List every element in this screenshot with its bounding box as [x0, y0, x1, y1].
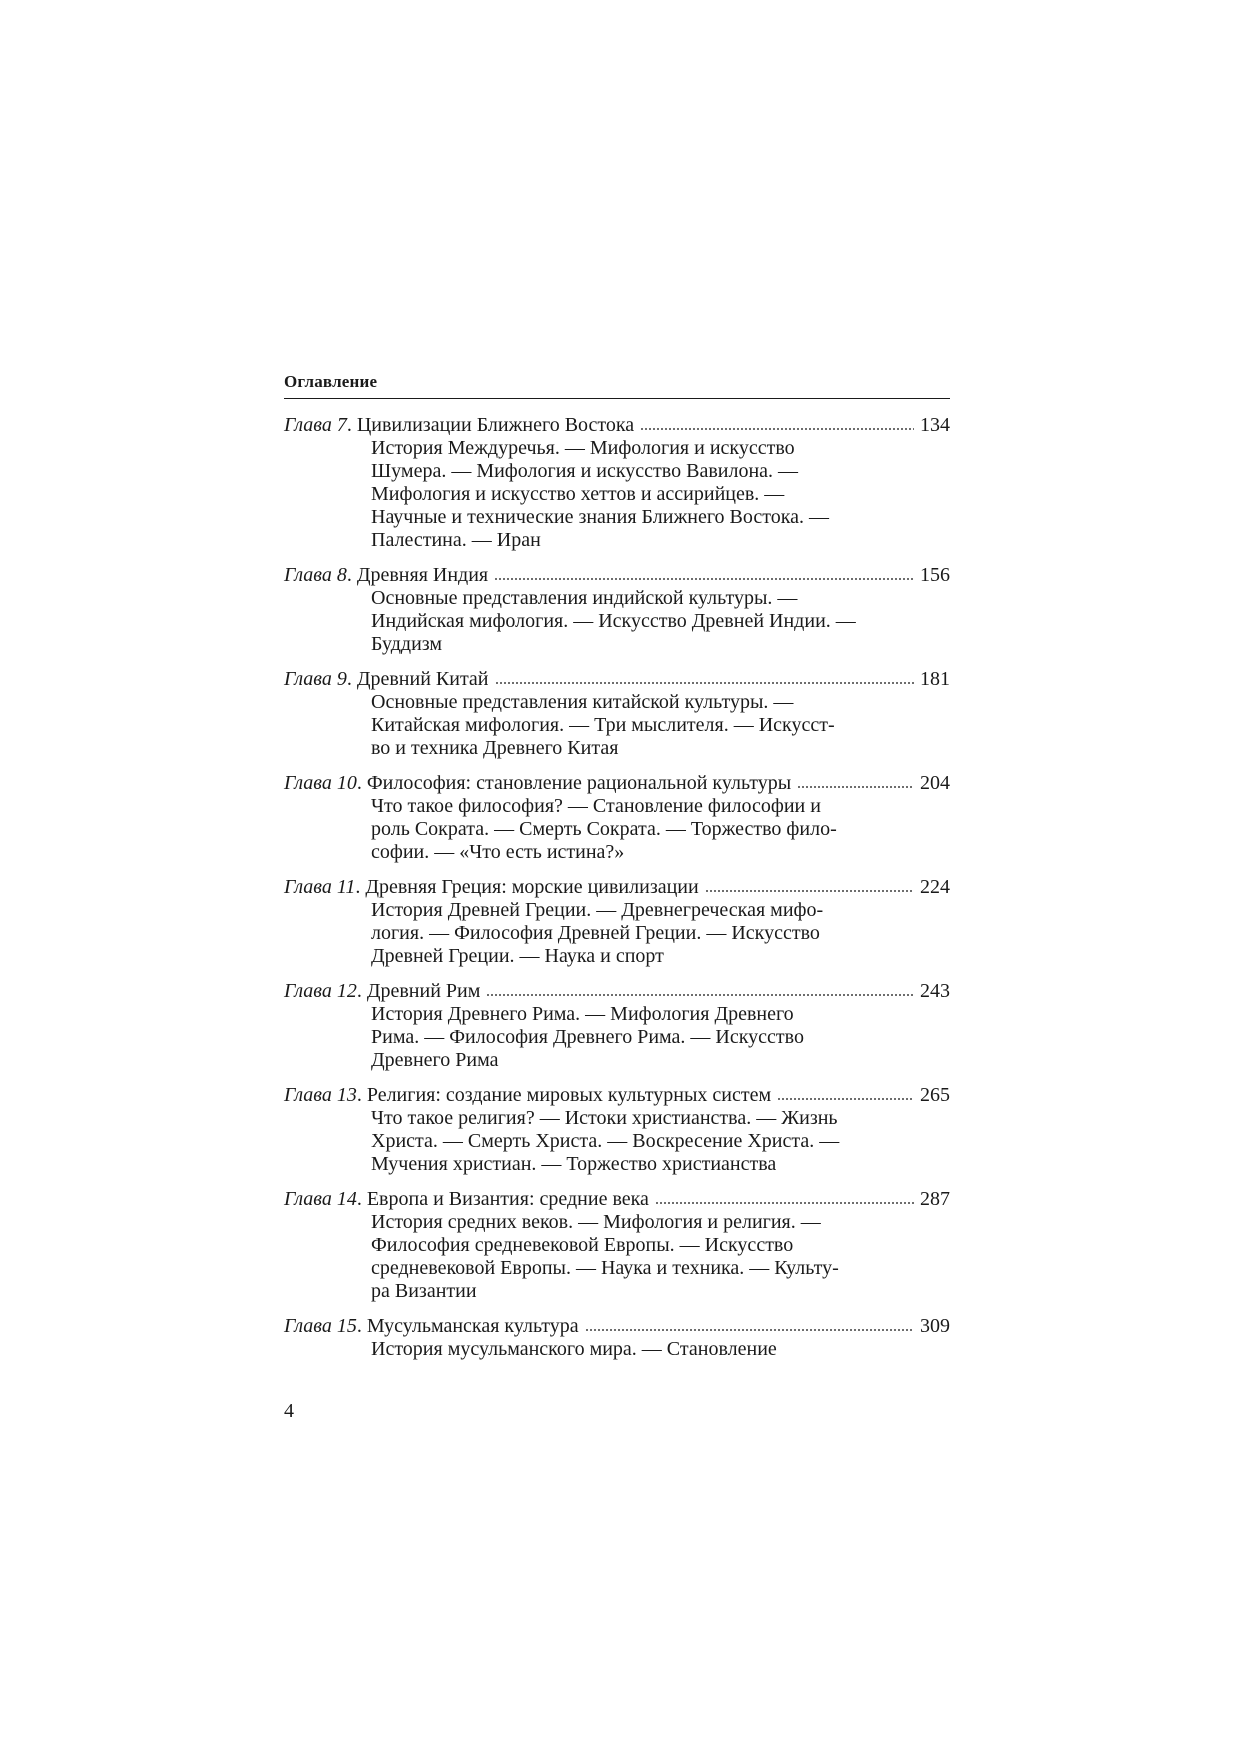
dot-leader — [777, 1097, 914, 1101]
toc-entry-heading[interactable] — [284, 1187, 950, 1211]
toc-entry-heading[interactable] — [284, 1083, 950, 1107]
toc-entry-ch15 — [284, 1314, 950, 1361]
chapter-title: Европа и Византия: средние века — [366, 1188, 649, 1210]
description-line: Философия средневековой Европы. — Искусство — [371, 1234, 794, 1256]
chapter-title: Мусульманская культура — [366, 1315, 579, 1337]
dot-leader — [705, 889, 914, 893]
description-line: логия. — Философия Древней Греции. — Искусство — [371, 922, 820, 944]
page-number: 156 — [920, 564, 950, 586]
description-line: средневековой Европы. — Наука и техника. — Культу- — [371, 1257, 839, 1279]
chapter-title: Цивилизации Ближнего Востока — [356, 414, 635, 436]
page-number: 181 — [920, 668, 950, 690]
chapter-label: Глава 13 — [284, 1084, 357, 1106]
table-of-contents — [284, 413, 950, 1372]
description-line: История мусульманского мира. — Становление — [371, 1338, 777, 1360]
dot-leader — [486, 993, 914, 997]
chapter-description — [284, 1003, 950, 1072]
chapter-title: Религия: создание мировых культурных систем — [366, 1084, 772, 1106]
description-line: Христа. — Смерть Христа. — Воскресение Христа. — — [371, 1130, 840, 1152]
chapter-label: Глава 11 — [284, 876, 356, 898]
toc-entry-ch9 — [284, 667, 950, 760]
description-line: во и техника Древнего Китая — [371, 737, 619, 759]
description-line: История средних веков. — Мифология и религия. — — [371, 1211, 821, 1233]
page-number: 287 — [920, 1188, 950, 1210]
dot-leader — [494, 577, 914, 581]
page-folio: 4 — [284, 1400, 294, 1422]
chapter-heading-text: Глава 14. Европа и Византия: средние века — [284, 1188, 649, 1210]
toc-entry-heading[interactable] — [284, 875, 950, 899]
chapter-description — [284, 899, 950, 968]
description-line: История Древнего Рима. — Мифология Древнего — [371, 1003, 794, 1025]
dot-leader — [495, 681, 914, 685]
running-head: Оглавление — [284, 372, 378, 391]
description-line: История Древней Греции. — Древнегреческая мифо- — [371, 899, 824, 921]
toc-entry-ch12 — [284, 979, 950, 1072]
toc-entry-ch11 — [284, 875, 950, 968]
description-line: Мифология и искусство хеттов и ассирийцев. — — [371, 483, 785, 505]
description-line: Индийская мифология. — Искусство Древней Индии. — — [371, 610, 856, 632]
description-line: Шумера. — Мифология и искусство Вавилона. — — [371, 460, 799, 482]
description-line: Основные представления китайской культуры. — — [371, 691, 794, 713]
description-line: Что такое философия? — Становление философии и — [371, 795, 821, 817]
description-line: Мучения христиан. — Торжество христианства — [371, 1153, 777, 1175]
description-line: Научные и технические знания Ближнего Востока. — — [371, 506, 830, 528]
chapter-heading-text: Глава 15. Мусульманская культура — [284, 1315, 579, 1337]
toc-entry-ch13 — [284, 1083, 950, 1176]
page-number: 243 — [920, 980, 950, 1002]
page-number: 265 — [920, 1084, 950, 1106]
toc-entry-heading[interactable] — [284, 771, 950, 795]
dot-leader — [655, 1201, 914, 1205]
description-line: Китайская мифология. — Три мыслителя. — Искусст- — [371, 714, 835, 736]
chapter-label: Глава 15 — [284, 1315, 357, 1337]
toc-entry-heading[interactable] — [284, 563, 950, 587]
chapter-heading-text: Глава 12. Древний Рим — [284, 980, 481, 1002]
chapter-title: Древняя Индия — [356, 564, 489, 586]
description-line: История Междуречья. — Мифология и искусство — [371, 437, 795, 459]
description-line: Буддизм — [371, 633, 443, 655]
chapter-label: Глава 7 — [284, 414, 347, 436]
page-number: 224 — [920, 876, 950, 898]
chapter-label: Глава 10 — [284, 772, 357, 794]
chapter-description — [284, 1107, 950, 1176]
description-line: Что такое религия? — Истоки христианства. — Жизнь — [371, 1107, 838, 1129]
chapter-description — [284, 1211, 950, 1303]
chapter-title: Философия: становление рациональной культуры — [366, 772, 792, 794]
chapter-heading-text: Глава 9. Древний Китай — [284, 668, 489, 690]
description-line: роль Сократа. — Смерть Сократа. — Торжество фило- — [371, 818, 837, 840]
chapter-description — [284, 691, 950, 760]
toc-entry-heading[interactable] — [284, 1314, 950, 1338]
description-line: ра Византии — [371, 1280, 477, 1302]
description-line: Древней Греции. — Наука и спорт — [371, 945, 664, 967]
chapter-label: Глава 9 — [284, 668, 347, 690]
chapter-heading-text: Глава 7. Цивилизации Ближнего Востока — [284, 414, 635, 436]
toc-entry-heading[interactable] — [284, 667, 950, 691]
toc-entry-ch14 — [284, 1187, 950, 1303]
description-line: Основные представления индийской культуры. — — [371, 587, 798, 609]
chapter-label: Глава 12 — [284, 980, 357, 1002]
chapter-description — [284, 437, 950, 552]
dot-leader — [640, 427, 914, 431]
toc-entry-ch10 — [284, 771, 950, 864]
description-line: Рима. — Философия Древнего Рима. — Искусство — [371, 1026, 804, 1048]
chapter-description — [284, 587, 950, 656]
toc-entry-heading[interactable] — [284, 979, 950, 1003]
chapter-title: Древний Китай — [356, 668, 489, 690]
page-number: 309 — [920, 1315, 950, 1337]
chapter-heading-text: Глава 10. Философия: становление рациональной культуры — [284, 772, 792, 794]
description-line: Древнего Рима — [371, 1049, 499, 1071]
toc-entry-heading[interactable] — [284, 413, 950, 437]
chapter-heading-text: Глава 11. Древняя Греция: морские цивилизации — [284, 876, 699, 898]
page-number: 204 — [920, 772, 950, 794]
toc-entry-ch7 — [284, 413, 950, 552]
chapter-title: Древняя Греция: морские цивилизации — [365, 876, 699, 898]
description-line: Палестина. — Иран — [371, 529, 541, 551]
description-line: софии. — «Что есть истина?» — [371, 841, 625, 863]
page-number: 134 — [920, 414, 950, 436]
toc-entry-ch8 — [284, 563, 950, 656]
header-rule — [284, 398, 950, 399]
chapter-description — [284, 795, 950, 864]
chapter-heading-text: Глава 13. Религия: создание мировых культурных систем — [284, 1084, 772, 1106]
chapter-label: Глава 14 — [284, 1188, 357, 1210]
chapter-description — [284, 1338, 950, 1361]
chapter-title: Древний Рим — [366, 980, 481, 1002]
chapter-heading-text: Глава 8. Древняя Индия — [284, 564, 489, 586]
dot-leader — [797, 785, 914, 789]
dot-leader — [585, 1328, 914, 1332]
chapter-label: Глава 8 — [284, 564, 347, 586]
